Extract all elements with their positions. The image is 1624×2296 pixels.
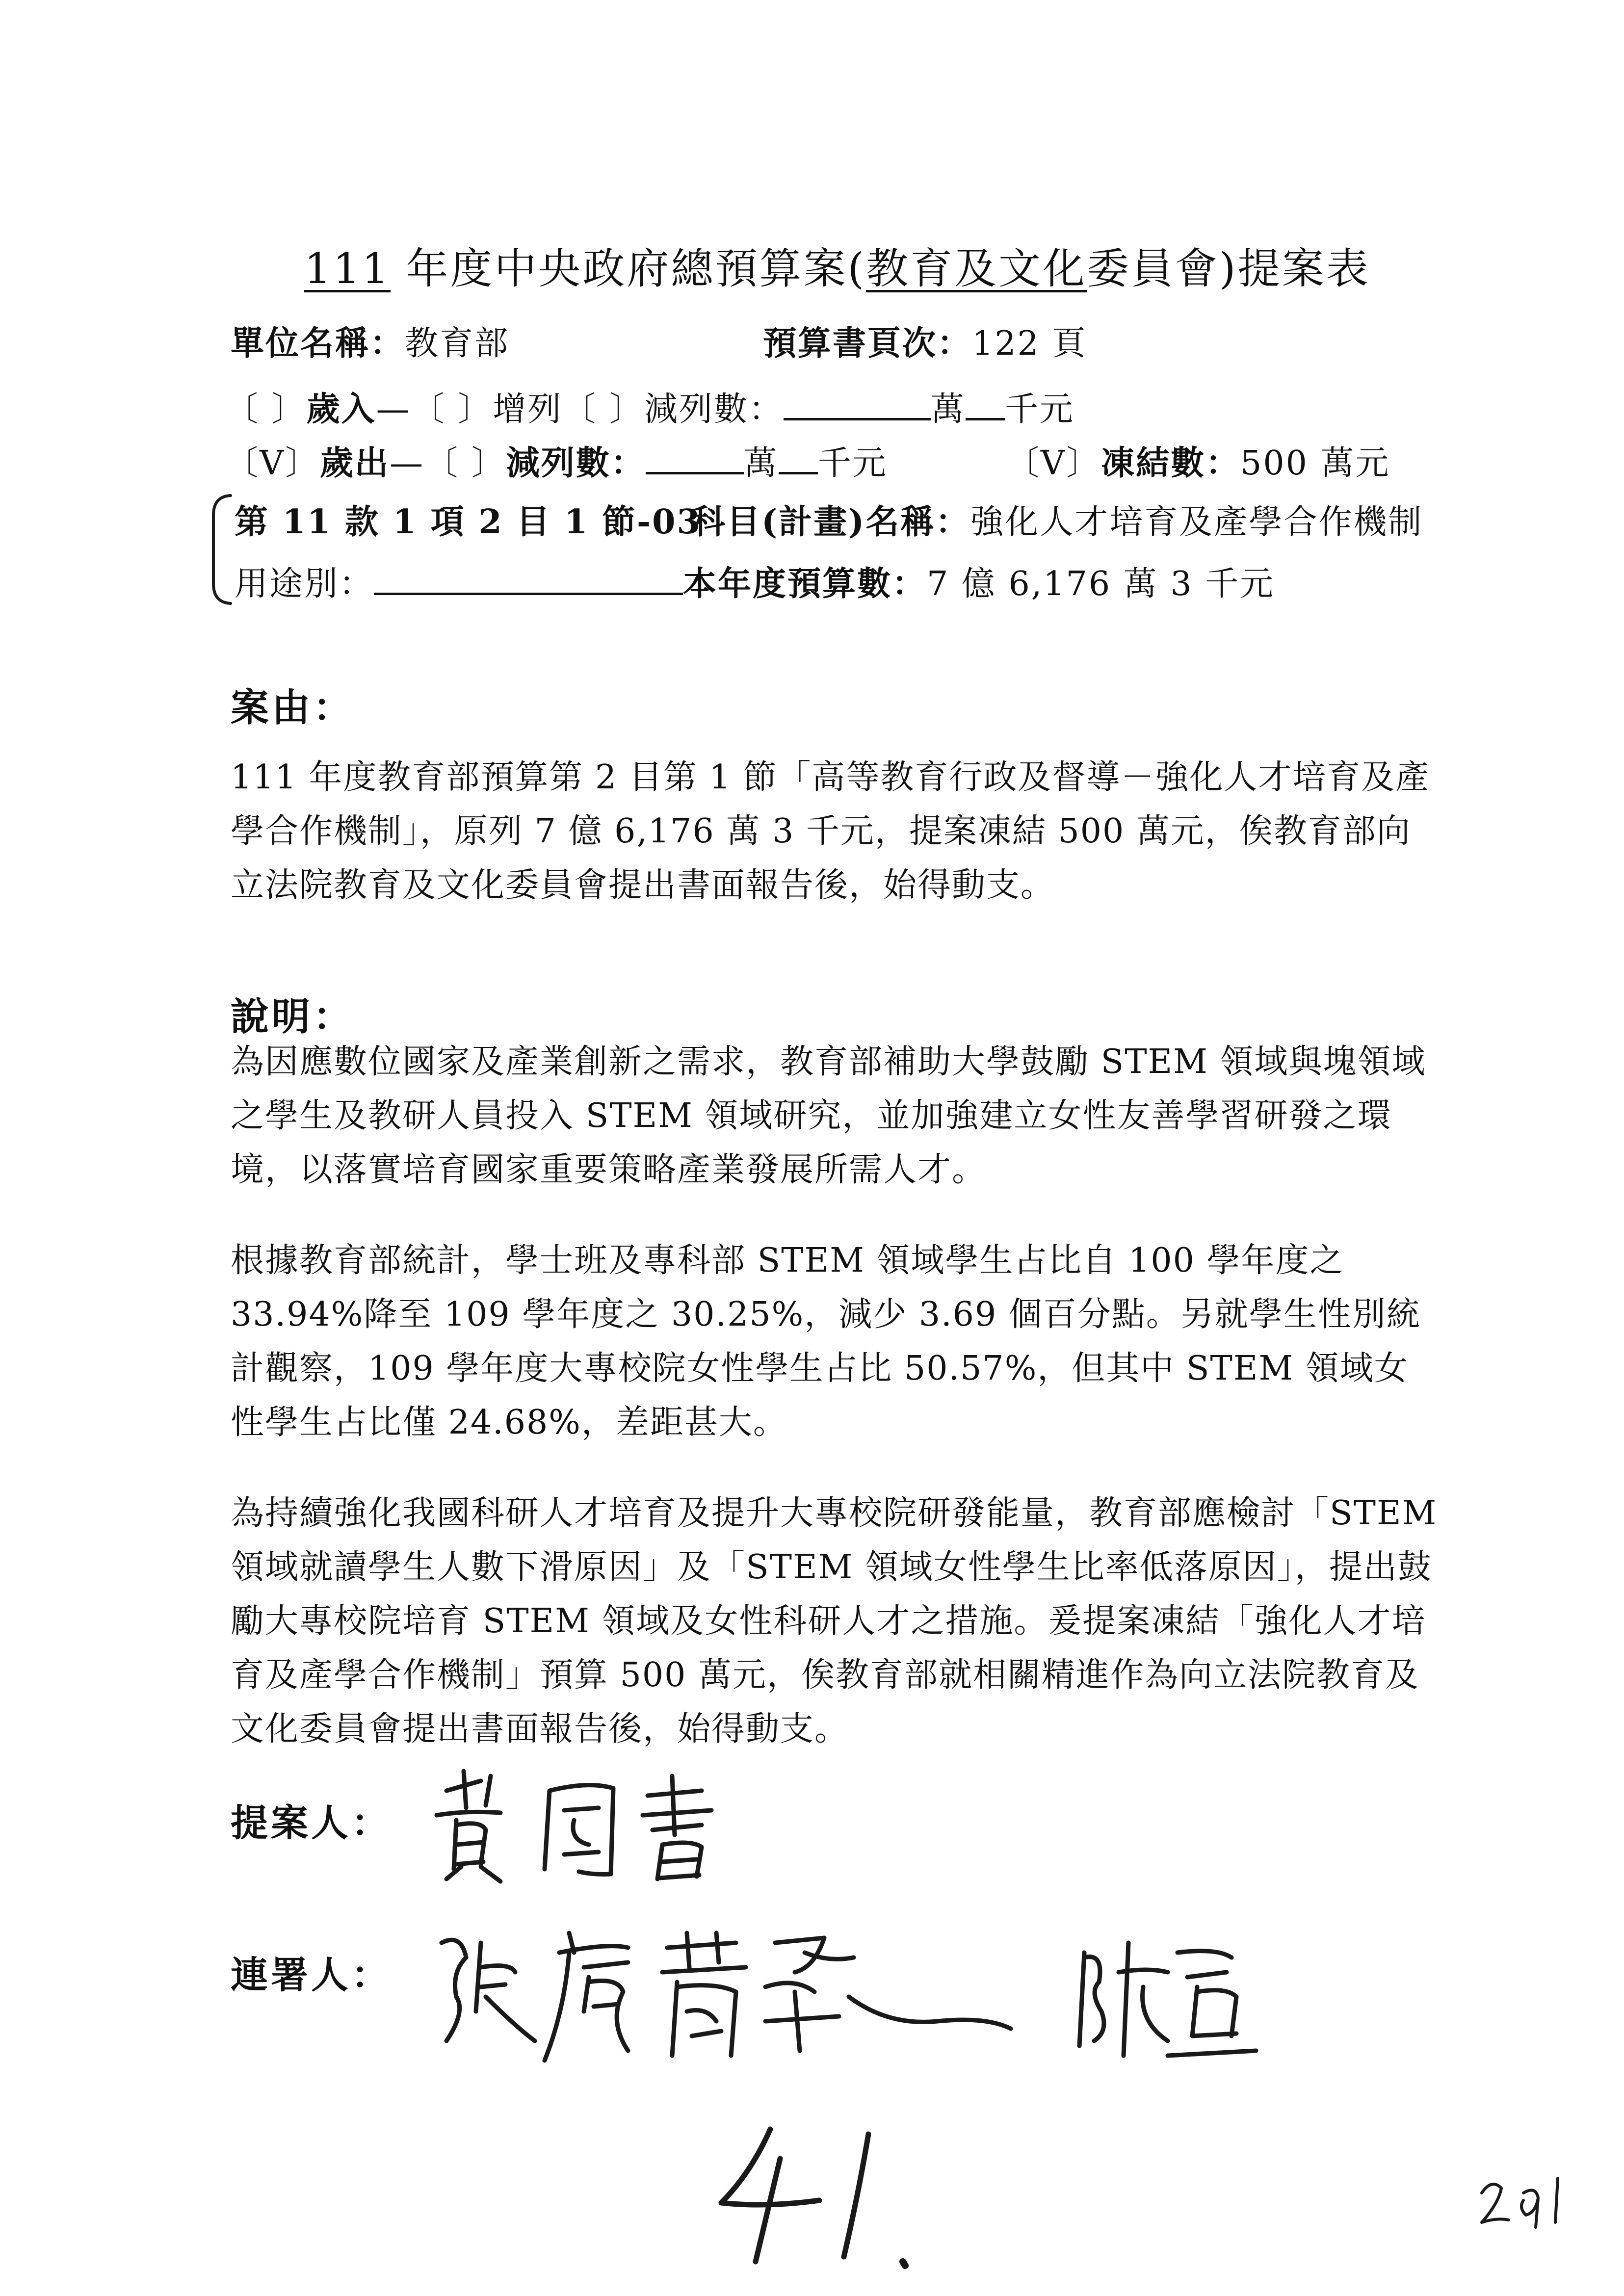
cosigner-label: 連署人： [231, 1953, 392, 1997]
reason-heading: 案由： [231, 685, 355, 730]
freeze-label: 凍結數： [1101, 444, 1241, 483]
explanation-text: 為因應數位國家及產業創新之需求，教育部補助大學鼓勵 STEM 領域與塊領域之學生及教研人員投入 STEM 領域研究，並加強建立女性友善學習研發之環境，以落實培育國家重要策略產業發展所需人才。 [231, 1043, 1426, 1189]
revenue-wan: 萬 [930, 390, 966, 429]
expense-qian-blank [779, 444, 818, 474]
title-text: 年度中央政府總預算案( [406, 244, 866, 293]
page-number-handwriting [1472, 2159, 1580, 2237]
proposer-signature-handwriting [427, 1761, 780, 1889]
revenue-cut: 〔 〕減列數： [562, 390, 784, 429]
explanation-paragraph-2 [231, 1234, 1442, 1450]
revenue-label: 歲入 [306, 390, 376, 429]
reason-text [231, 751, 1442, 913]
unit-label: 單位名稱： [231, 324, 405, 363]
expense-label: 歲出 [320, 444, 390, 483]
reason-paragraph: 111 年度教育部預算第 2 目第 1 節「高等教育行政及督導－強化人才培育及產學合作機制」，原列 7 億 6,176 萬 3 千元，提案凍結 500 萬元，俟教育部向立法院教育及文化委員會提出書面報告後，始得動支。 [231, 758, 1430, 905]
budget-page-line [763, 317, 1087, 365]
usage-blank [374, 564, 683, 595]
revenue-add: 〔 〕增列 [411, 390, 563, 429]
revenue-wan-blank [784, 390, 931, 420]
left-bracket [206, 491, 236, 608]
subject-label: 科目(計畫)名稱： [692, 502, 970, 542]
revenue-qian: 千元 [1004, 390, 1074, 429]
usage-label: 用途別： [235, 565, 374, 603]
item-line [235, 496, 702, 543]
item-code: 第 11 款 1 項 2 目 1 節-03 [235, 502, 702, 542]
explanation-heading: 說明： [231, 994, 355, 1039]
explanation-text: 為持續強化我國科研人才培育及提升大專校院研發能量，教育部應檢討「STEM 領域就讀學生人數下滑原因」及「STEM 領域女性學生比率低落原因」，提出鼓勵大專校院培育 STEM 領域及女性科研人才之措施。爰提案凍結「強化人才培育及產學合作機制」預算 500 萬元，俟教育部就相關精進作為向立法院教育及文化委員會提出書面報告後，始得動支。 [231, 1494, 1438, 1748]
budget-page-value: 122 頁 [972, 324, 1087, 363]
budget-label: 本年度預算數： [683, 564, 927, 603]
proposer-label: 提案人： [231, 1801, 392, 1845]
expense-line [225, 437, 888, 484]
expense-qian: 千元 [817, 444, 888, 483]
unit-line [231, 317, 509, 365]
freeze-value: 500 萬元 [1240, 444, 1390, 483]
expense-wan-blank [646, 444, 744, 474]
explanation-text: 根據教育部統計，學士班及專科部 STEM 領域學生占比自 100 學年度之 33.94%降至 109 學年度之 30.25%，減少 3.69 個百分點。另就學生性別統計觀察，109 學年度大專校院女性學生占比 50.57%，但其中 STEM 領域女性學生占比僅 24.68%，差距甚大。 [231, 1241, 1421, 1442]
handwritten-number [697, 2114, 942, 2276]
usage-line [235, 557, 1275, 605]
budget-value: 7 億 6,176 萬 3 千元 [927, 565, 1275, 603]
revenue-qian-blank [966, 390, 1005, 420]
subject-line [692, 496, 1423, 543]
expense-wan: 萬 [743, 444, 779, 483]
expense-check: 〔V〕 [225, 444, 320, 483]
explanation-paragraph-3 [231, 1487, 1442, 1756]
explanation-paragraph-1 [231, 1035, 1442, 1197]
expense-cut-label: 減列數： [506, 444, 646, 483]
budget-page-label: 預算書頁次： [763, 324, 972, 363]
revenue-dash: — [376, 390, 411, 429]
subject-value: 強化人才培育及產學合作機制 [970, 503, 1423, 542]
title-suffix: 委員會)提案表 [1087, 244, 1370, 293]
page-title [304, 235, 1370, 295]
revenue-line [225, 383, 1074, 430]
expense-dash: — [390, 444, 425, 483]
expense-cut-check: 〔 〕 [424, 444, 506, 483]
title-committee: 教育及文化 [866, 244, 1087, 293]
unit-value: 教育部 [405, 324, 510, 363]
title-year: 111 [304, 244, 391, 293]
cosigner-signature-handwriting [422, 1913, 1354, 2100]
freeze-line [1006, 437, 1390, 484]
freeze-check: 〔V〕 [1006, 444, 1101, 483]
revenue-check: 〔 〕 [225, 390, 307, 429]
